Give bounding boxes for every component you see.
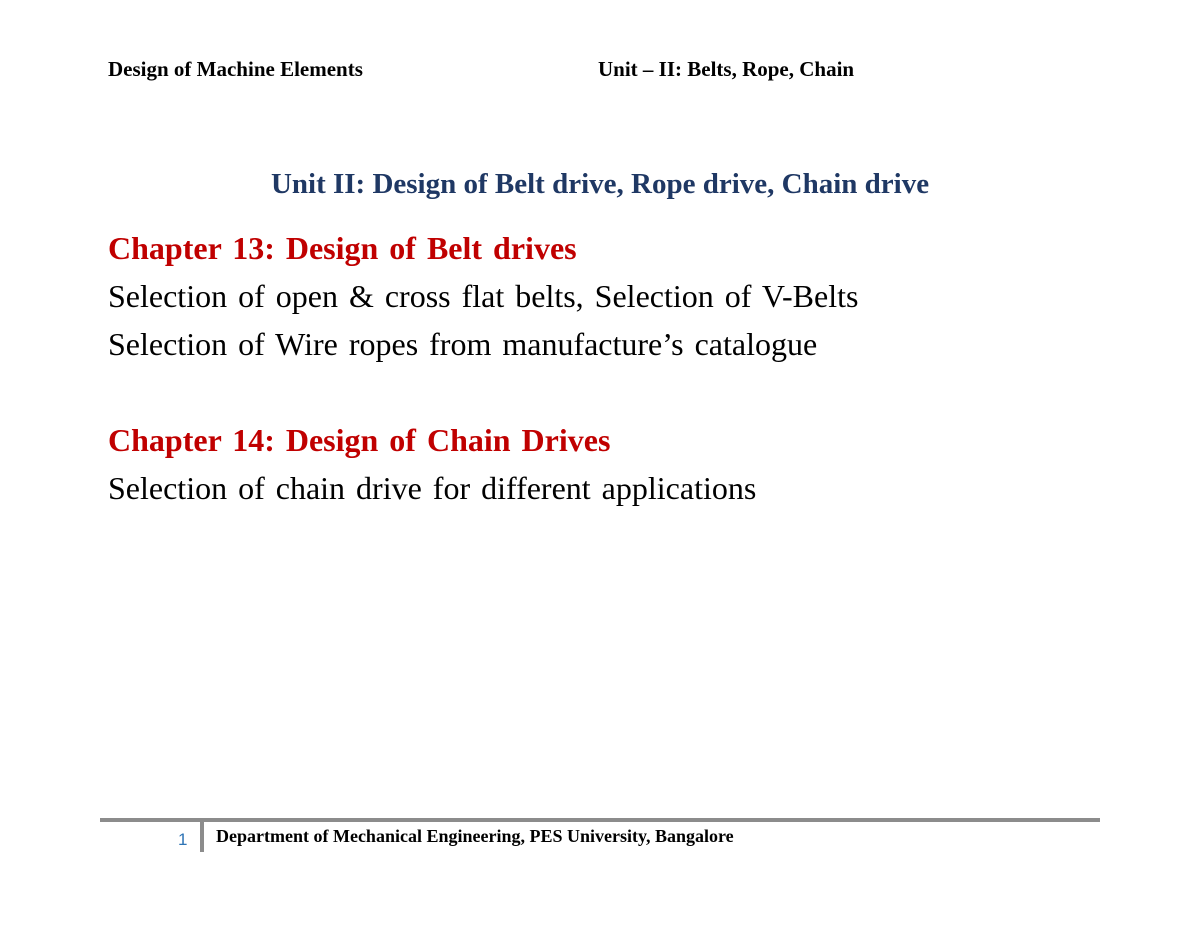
unit-title: Unit II: Design of Belt drive, Rope drive, Chain drive — [270, 168, 930, 200]
footer-department: Department of Mechanical Engineering, PES University, Bangalore — [216, 826, 734, 846]
header-unit-title: Unit – II: Belts, Rope, Chain — [598, 57, 855, 81]
section-spacer — [108, 368, 1108, 416]
chapter-13-line: Selection of Wire ropes from manufacture’s catalogue — [108, 326, 818, 362]
chapter-13-heading: Chapter 13: Design of Belt drives — [108, 230, 577, 266]
content-body — [108, 224, 1108, 512]
page-number: 1 — [178, 830, 188, 849]
chapter-14-line: Selection of chain drive for different applications — [108, 470, 757, 506]
footer-rule — [100, 818, 1100, 822]
chapter-13-line: Selection of open & cross flat belts, Selection of V-Belts — [108, 278, 859, 314]
header-course-title: Design of Machine Elements — [108, 57, 363, 81]
chapter-14-heading: Chapter 14: Design of Chain Drives — [108, 422, 611, 458]
footer-divider — [200, 822, 204, 852]
